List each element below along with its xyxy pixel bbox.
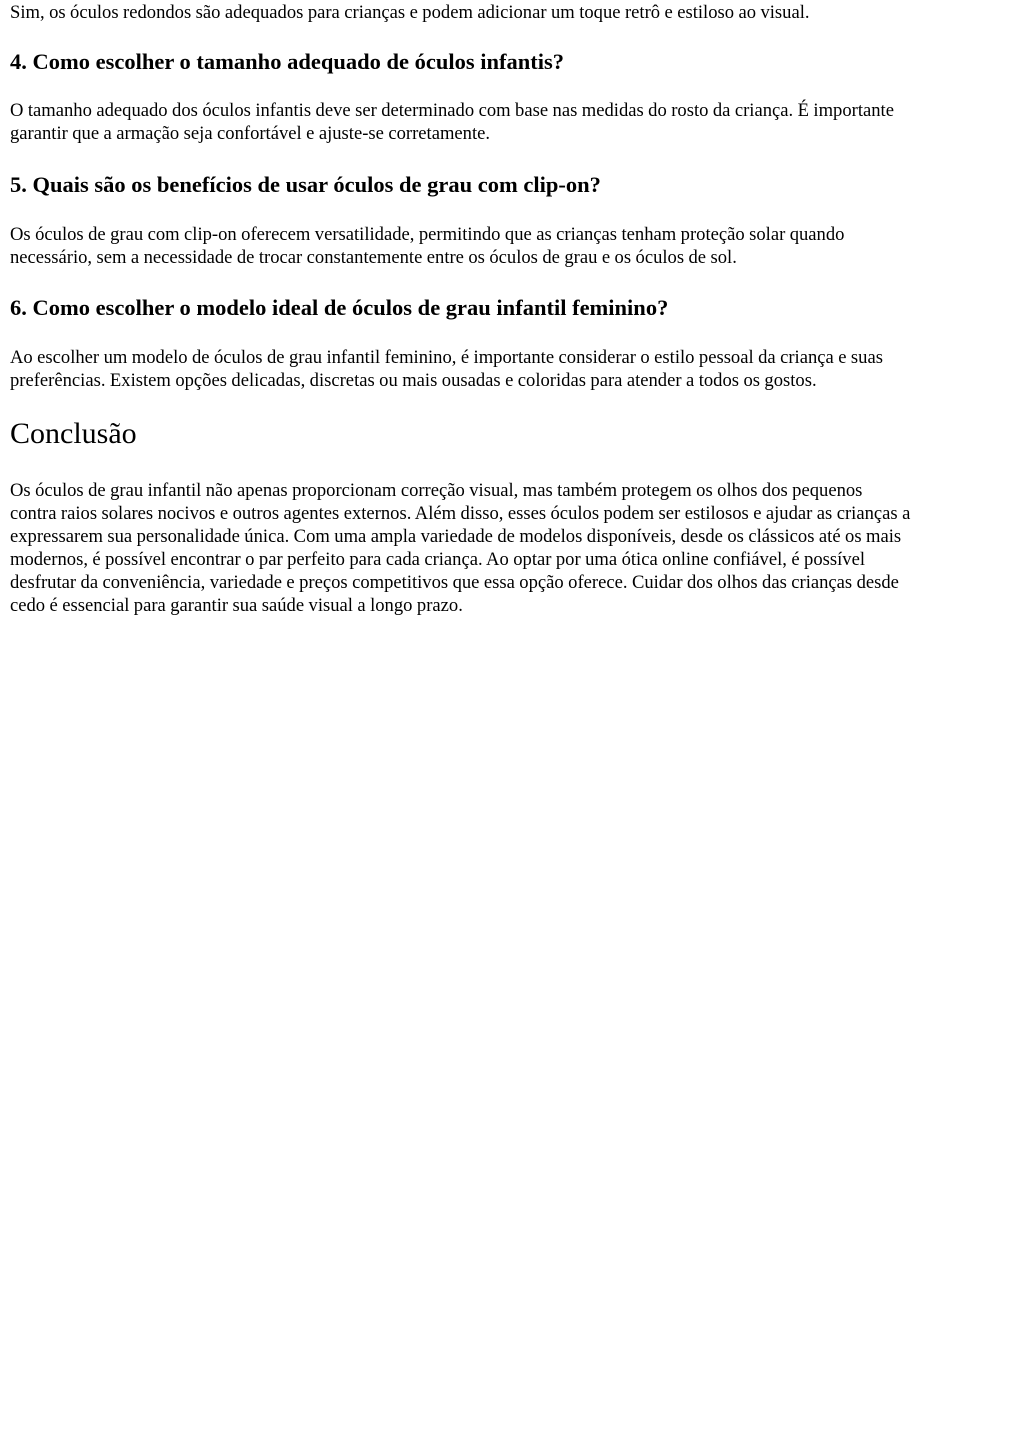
paragraph-line: expressarem sua personalidade única. Com uma ampla variedade de modelos disponíveis, desde os clássicos até os mais xyxy=(10,526,902,547)
paragraph-line: Sim, os óculos redondos são adequados para crianças e podem adicionar um toque retrô e estiloso ao visual. xyxy=(10,2,810,23)
intro-paragraph xyxy=(10,1,810,24)
conclusion-paragraph xyxy=(10,479,1020,617)
paragraph-line: Os óculos de grau com clip-on oferecem versatilidade, permitindo que as crianças tenham proteção solar quando xyxy=(10,224,845,245)
conclusion-heading: Conclusão xyxy=(10,417,137,450)
faq-answer-6 xyxy=(10,346,1014,392)
paragraph-line: Os óculos de grau infantil não apenas proporcionam correção visual, mas também protegem os olhos dos pequenos xyxy=(10,480,863,501)
faq-question-6: 6. Como escolher o modelo ideal de óculos de grau infantil feminino? xyxy=(10,295,669,320)
faq-question-5: 5. Quais são os benefícios de usar óculos de grau com clip-on? xyxy=(10,172,601,197)
paragraph-line: O tamanho adequado dos óculos infantis deve ser determinado com base nas medidas do rosto da criança. É importante xyxy=(10,100,894,121)
faq-question-4: 4. Como escolher o tamanho adequado de óculos infantis? xyxy=(10,49,565,74)
paragraph-line: desfrutar da conveniência, variedade e preços competitivos que essa opção oferece. Cuidar dos olhos das crianças desde xyxy=(10,572,899,593)
paragraph-line: preferências. Existem opções delicadas, discretas ou mais ousadas e coloridas para atender a todos os gostos. xyxy=(10,370,817,391)
paragraph-line: contra raios solares nocivos e outros agentes externos. Além disso, esses óculos podem ser estilosos e ajudar as crianças a xyxy=(10,503,911,524)
paragraph-line: cedo é essencial para garantir sua saúde visual a longo prazo. xyxy=(10,595,463,616)
faq-answer-4 xyxy=(10,99,1014,145)
faq-answer-5 xyxy=(10,223,1014,269)
paragraph-line: Ao escolher um modelo de óculos de grau infantil feminino, é importante considerar o estilo pessoal da criança e suas xyxy=(10,347,883,368)
paragraph-line: modernos, é possível encontrar o par perfeito para cada criança. Ao optar por uma ótica online confiável, é possível xyxy=(10,549,865,570)
paragraph-line: necessário, sem a necessidade de trocar constantemente entre os óculos de grau e os óculos de sol. xyxy=(10,247,737,268)
paragraph-line: garantir que a armação seja confortável e ajuste-se corretamente. xyxy=(10,123,491,144)
